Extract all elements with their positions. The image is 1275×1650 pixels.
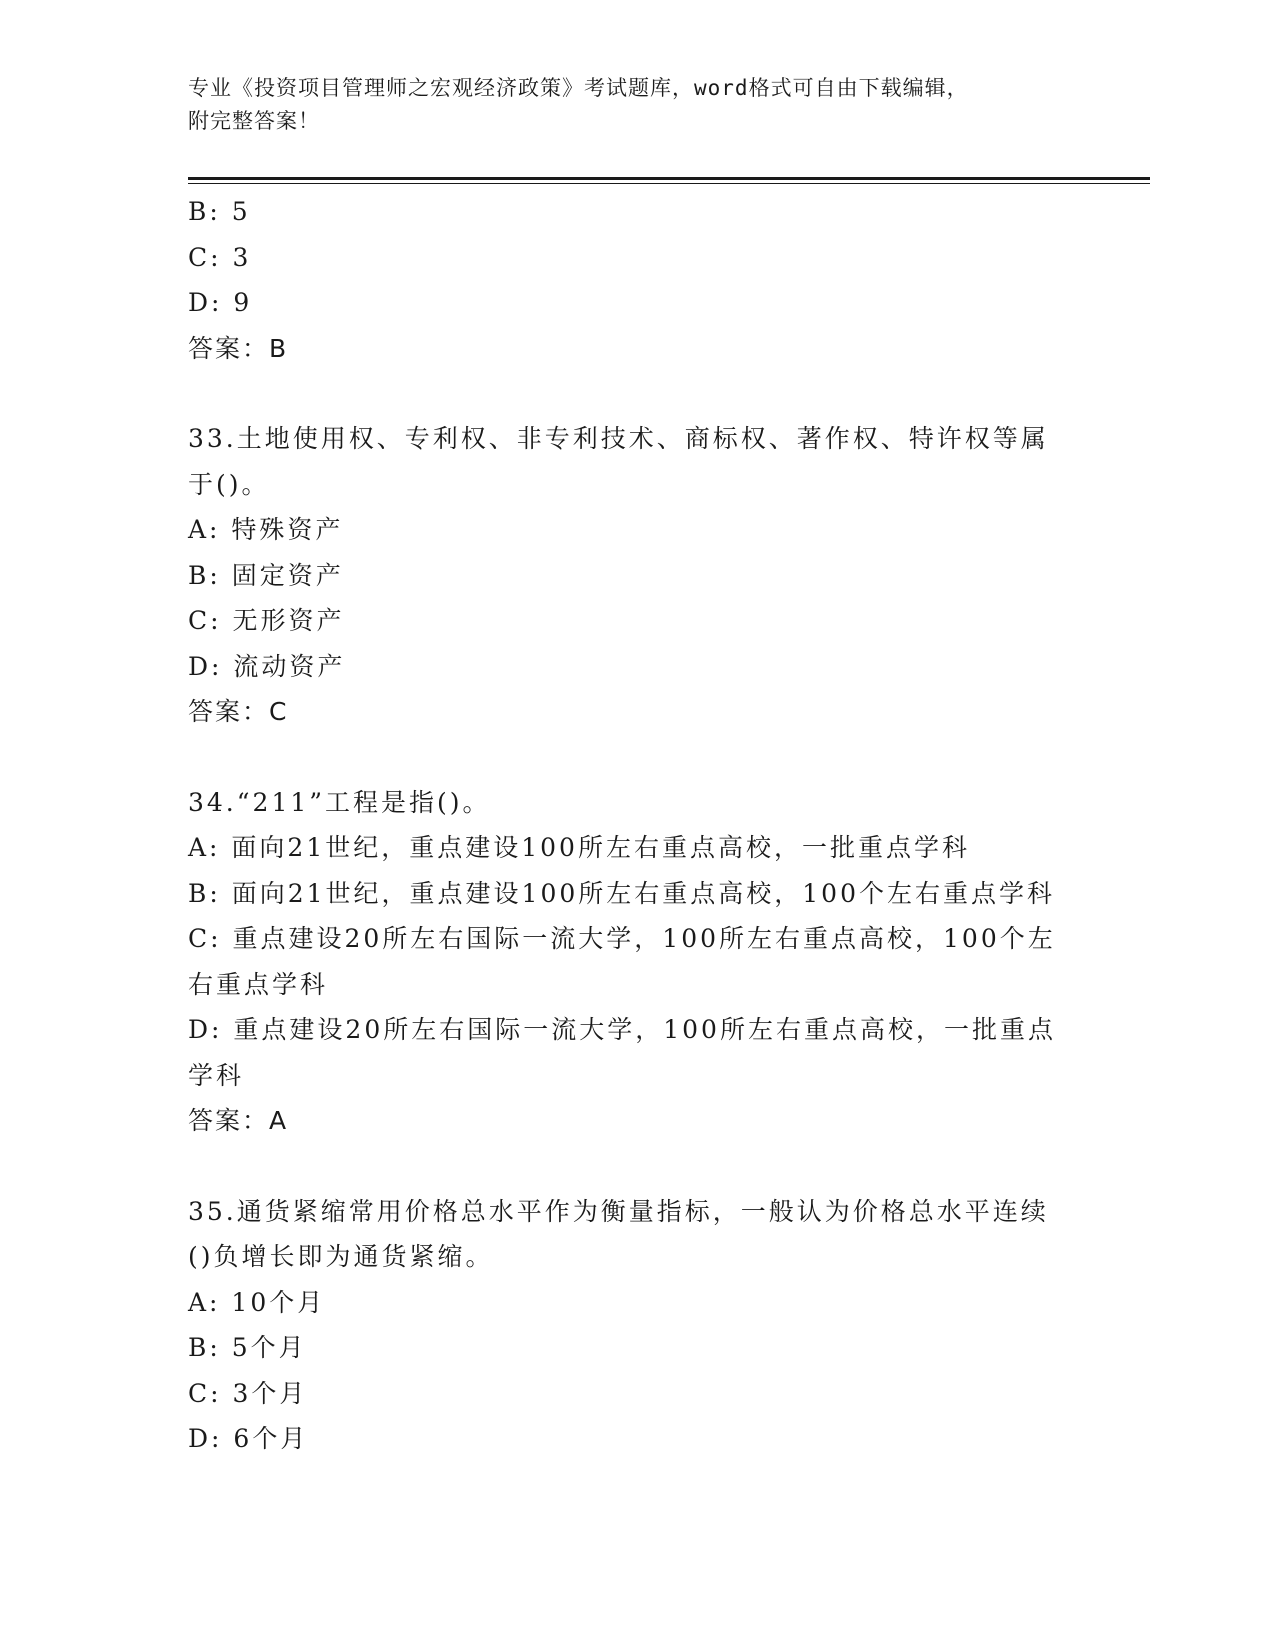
document-header (188, 72, 1068, 138)
option-b: B: 固定资产 (188, 560, 344, 590)
option-a: A: 10个月 (188, 1287, 326, 1317)
question-stem: 33.土地使用权、专利权、非专利技术、商标权、著作权、特许权等属 (188, 424, 1049, 453)
option-c: C: 重点建设20所左右国际一流大学，100所左右重点高校，100个左 (188, 924, 1056, 953)
option-b: B: 5个月 (188, 1333, 307, 1362)
header-line-1: 专业《投资项目管理师之宏观经济政策》考试题库，word格式可自由下载编辑， (188, 76, 969, 100)
option-d-continued: 学科 (188, 1060, 245, 1090)
answer-line: 答案：B (188, 333, 289, 363)
header-line-2: 附完整答案！ (188, 109, 320, 133)
option-d: D: 重点建设20所左右国际一流大学，100所左右重点高校，一批重点 (188, 1015, 1056, 1044)
option-d: D: 6个月 (188, 1424, 309, 1453)
question-list (188, 189, 1088, 1462)
header-divider-thick (188, 177, 1150, 180)
question-stem-continued: ()负增长即为通货紧缩。 (188, 1242, 494, 1271)
question-33 (188, 416, 1088, 735)
option-c: C: 3 (188, 242, 252, 272)
spacer (188, 735, 1088, 780)
option-c-continued: 右重点学科 (188, 969, 329, 999)
option-d: D: 9 (188, 288, 253, 317)
spacer (188, 371, 1088, 416)
option-d: D: 流动资产 (188, 651, 346, 681)
option-b: B: 5 (188, 197, 251, 226)
answer-line: 答案：C (188, 697, 289, 726)
option-a: A: 特殊资产 (188, 515, 344, 544)
option-a: A: 面向21世纪，重点建设100所左右重点高校，一批重点学科 (188, 833, 970, 862)
spacer (188, 1144, 1088, 1189)
question-stem: 34.“211”工程是指()。 (188, 787, 491, 817)
option-c: C: 无形资产 (188, 606, 345, 635)
header-divider-thin (188, 183, 1150, 184)
question-34 (188, 780, 1088, 1144)
option-b: B: 面向21世纪，重点建设100所左右重点高校，100个左右重点学科 (188, 878, 1055, 908)
question-32-tail (188, 189, 1088, 371)
question-stem-continued: 于()。 (188, 469, 270, 499)
question-35 (188, 1189, 1088, 1462)
option-c: C: 3个月 (188, 1378, 308, 1408)
question-stem: 35.通货紧缩常用价格总水平作为衡量指标，一般认为价格总水平连续 (188, 1196, 1049, 1226)
answer-line: 答案：A (188, 1106, 289, 1135)
